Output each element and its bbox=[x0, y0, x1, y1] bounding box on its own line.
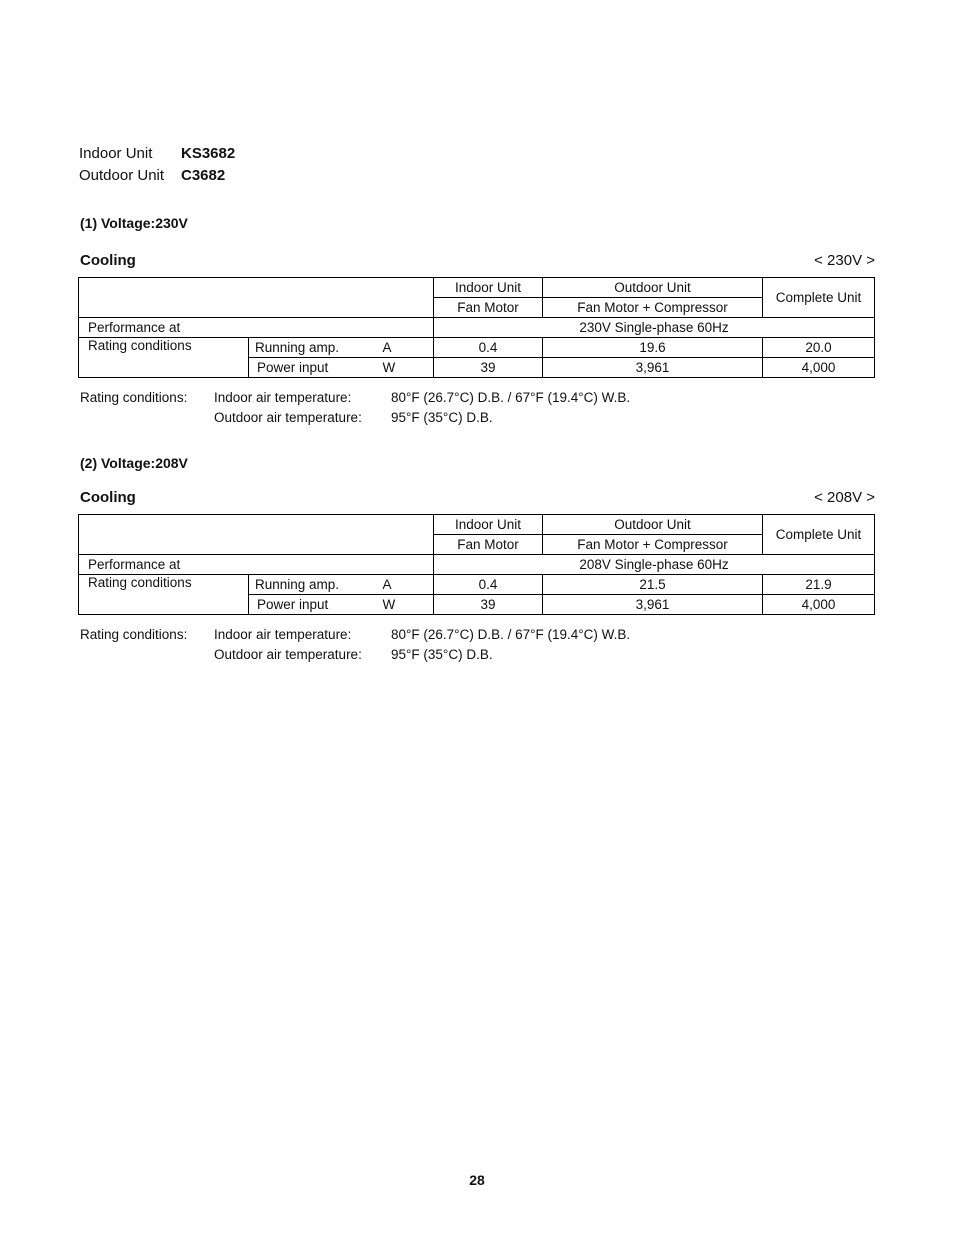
indoor-unit-model: KS3682 bbox=[181, 145, 236, 162]
col-complete-unit: Complete Unit bbox=[763, 278, 875, 318]
power-input-outdoor: 3,961 bbox=[543, 595, 763, 615]
voltage-tag-208v: < 208V > bbox=[814, 489, 875, 506]
power-input-outdoor: 3,961 bbox=[543, 358, 763, 378]
table-corner bbox=[79, 278, 434, 318]
power-input-label: Power input bbox=[249, 595, 379, 615]
rating-notes-208v bbox=[80, 625, 630, 665]
indoor-unit-label: Indoor Unit bbox=[79, 145, 153, 162]
section-title-208v: (2) Voltage:208V bbox=[80, 455, 188, 471]
performance-table-208v bbox=[78, 514, 875, 615]
col-indoor-unit: Indoor Unit bbox=[434, 278, 543, 298]
outdoor-air-temp-label: Outdoor air temperature: bbox=[214, 647, 362, 662]
power-input-indoor: 39 bbox=[434, 595, 543, 615]
running-amp-outdoor: 21.5 bbox=[543, 575, 763, 595]
power-input-unit: W bbox=[379, 595, 434, 615]
power-input-label: Power input bbox=[249, 358, 379, 378]
sub-outdoor-fan-compressor: Fan Motor + Compressor bbox=[543, 298, 763, 318]
section-title-230v: (1) Voltage:230V bbox=[80, 215, 188, 231]
voltage-tag-230v: < 230V > bbox=[814, 252, 875, 269]
outdoor-air-temp-label: Outdoor air temperature: bbox=[214, 410, 362, 425]
outdoor-air-temp-value: 95°F (35°C) D.B. bbox=[391, 647, 493, 662]
outdoor-air-temp-value: 95°F (35°C) D.B. bbox=[391, 410, 493, 425]
running-amp-indoor: 0.4 bbox=[434, 575, 543, 595]
running-amp-complete: 20.0 bbox=[763, 338, 875, 358]
indoor-air-temp-value: 80°F (26.7°C) D.B. / 67°F (19.4°C) W.B. bbox=[391, 627, 631, 642]
indoor-air-temp-label: Indoor air temperature: bbox=[214, 627, 352, 642]
running-amp-label: Running amp. bbox=[249, 575, 379, 595]
rating-notes-230v bbox=[80, 388, 630, 428]
outdoor-unit-label: Outdoor Unit bbox=[79, 167, 165, 184]
power-input-unit: W bbox=[379, 358, 434, 378]
running-amp-unit: A bbox=[379, 338, 434, 358]
sub-outdoor-fan-compressor: Fan Motor + Compressor bbox=[543, 535, 763, 555]
cooling-heading-208v: Cooling bbox=[80, 489, 136, 506]
power-input-complete: 4,000 bbox=[763, 595, 875, 615]
col-indoor-unit: Indoor Unit bbox=[434, 515, 543, 535]
indoor-unit-row bbox=[79, 143, 235, 165]
col-outdoor-unit: Outdoor Unit bbox=[543, 515, 763, 535]
rating-notes-label: Rating conditions: bbox=[80, 627, 188, 642]
running-amp-label: Running amp. bbox=[249, 338, 379, 358]
page-number: 28 bbox=[469, 1172, 485, 1188]
running-amp-unit: A bbox=[379, 575, 434, 595]
indoor-air-temp-value: 80°F (26.7°C) D.B. / 67°F (19.4°C) W.B. bbox=[391, 390, 631, 405]
notes-spacer bbox=[80, 408, 214, 428]
outdoor-unit-row bbox=[79, 165, 235, 187]
performance-at-label: Performance at bbox=[79, 555, 434, 575]
performance-table-230v bbox=[78, 277, 875, 378]
power-input-complete: 4,000 bbox=[763, 358, 875, 378]
col-outdoor-unit: Outdoor Unit bbox=[543, 278, 763, 298]
performance-at-label: Performance at bbox=[79, 318, 434, 338]
table-corner bbox=[79, 515, 434, 555]
cooling-heading-230v: Cooling bbox=[80, 252, 136, 269]
sub-indoor-fan-motor: Fan Motor bbox=[434, 535, 543, 555]
rating-conditions-label: Rating conditions bbox=[79, 338, 249, 378]
outdoor-unit-model: C3682 bbox=[181, 167, 226, 184]
power-supply-value: 208V Single-phase 60Hz bbox=[434, 555, 875, 575]
running-amp-indoor: 0.4 bbox=[434, 338, 543, 358]
running-amp-complete: 21.9 bbox=[763, 575, 875, 595]
running-amp-outdoor: 19.6 bbox=[543, 338, 763, 358]
indoor-air-temp-label: Indoor air temperature: bbox=[214, 390, 352, 405]
sub-indoor-fan-motor: Fan Motor bbox=[434, 298, 543, 318]
rating-conditions-label: Rating conditions bbox=[79, 575, 249, 615]
unit-models bbox=[79, 143, 235, 187]
power-input-indoor: 39 bbox=[434, 358, 543, 378]
rating-notes-label: Rating conditions: bbox=[80, 390, 188, 405]
power-supply-value: 230V Single-phase 60Hz bbox=[434, 318, 875, 338]
notes-spacer bbox=[80, 645, 214, 665]
col-complete-unit: Complete Unit bbox=[763, 515, 875, 555]
